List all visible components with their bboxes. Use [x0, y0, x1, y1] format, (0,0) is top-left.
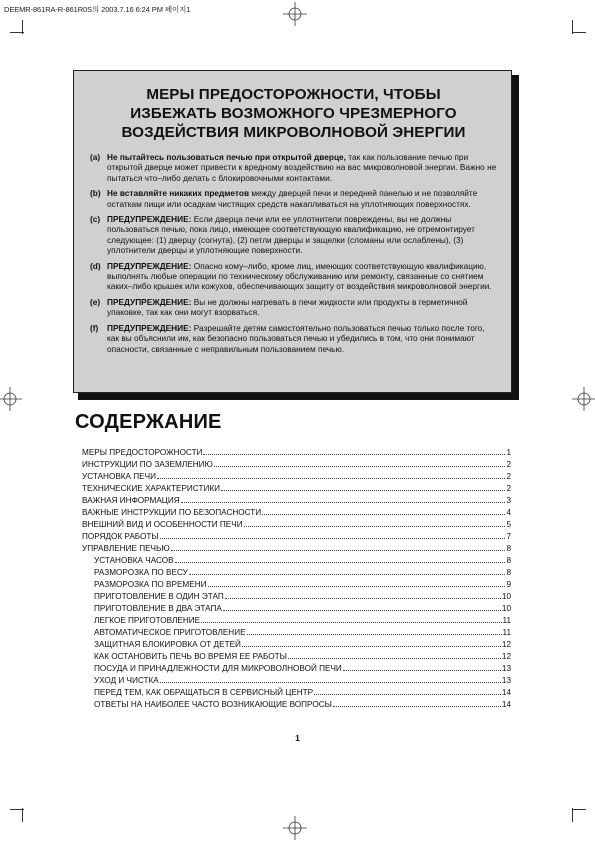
warning-item-text: Вы не должны нагревать в печи жидкости или продукты в герметичной упаковке, так как они могут взорваться. — [107, 296, 468, 318]
toc-entry-page: 13 — [501, 676, 511, 685]
toc-entry-title: УСТАНОВКА ПЕЧИ — [82, 472, 156, 481]
toc-entry[interactable] — [82, 699, 511, 711]
toc-entry-title: КАК ОСТАНОВИТЬ ПЕЧЬ ВО ВРЕМЯ ЕЕ РАБОТЫ — [94, 652, 287, 661]
toc-leader-dots — [314, 687, 501, 695]
toc-leader-dots — [242, 639, 501, 647]
toc-entry[interactable] — [82, 627, 511, 639]
toc-entry[interactable] — [82, 531, 511, 543]
warning-item-label: (d) — [90, 260, 101, 271]
warning-item — [90, 152, 497, 183]
toc-leader-dots — [214, 459, 506, 467]
toc-entry-title: ОТВЕТЫ НА НАИБОЛЕЕ ЧАСТО ВОЗНИКАЮЩИЕ ВОПРОСЫ — [94, 700, 332, 709]
toc-entry-page: 12 — [501, 640, 511, 649]
warning-item-label: (c) — [90, 214, 101, 225]
toc-entry[interactable] — [82, 459, 511, 471]
warning-title — [90, 85, 497, 142]
warning-item — [90, 261, 497, 292]
toc-entry-title: ПЕРЕД ТЕМ, КАК ОБРАЩАТЬСЯ В СЕРВИСНЫЙ ЦЕНТР — [94, 688, 314, 697]
toc-leader-dots — [262, 507, 505, 515]
warning-item-lead: ПРЕДУПРЕЖДЕНИЕ: — [107, 322, 192, 333]
toc-entry-title: ВАЖНАЯ ИНФОРМАЦИЯ — [82, 496, 180, 505]
toc-leader-dots — [288, 651, 501, 659]
warning-item-text: Если дверца печи или ее уплотнители повреждены, вы не должны пользоваться печью, пока лицо, имеющее соответствующую квалификацию, не отремонтирует следующее: (1) дверцу (согнута), (2) петли дверцы и защелки (сломаны или ослаблены), (3) уплотнители дверцы и уплотняющие поверхности. — [107, 214, 475, 256]
warning-item-lead: ПРЕДУПРЕЖДЕНИЕ: — [107, 260, 192, 271]
warning-item — [90, 297, 497, 318]
toc-leader-dots — [160, 531, 506, 539]
warning-item — [90, 214, 497, 256]
toc-entry-page: 8 — [506, 568, 511, 577]
toc-leader-dots — [160, 675, 501, 683]
toc-entry-title: ПОСУДА И ПРИНАДЛЕЖНОСТИ ДЛЯ МИКРОВОЛНОВОЙ ПЕЧИ — [94, 664, 342, 673]
toc-leader-dots — [244, 519, 506, 527]
toc-entry[interactable] — [82, 471, 511, 483]
toc-entry-page: 2 — [506, 460, 511, 469]
toc-entry-title: ВАЖНЫЕ ИНСТРУКЦИИ ПО БЕЗОПАСНОСТИ — [82, 508, 262, 517]
toc-entry-page: 14 — [501, 688, 511, 697]
toc-entry-title: УСТАНОВКА ЧАСОВ — [94, 556, 174, 565]
crop-mark — [22, 808, 23, 822]
toc-leader-dots — [175, 555, 506, 563]
toc-entry-title: УХОД И ЧИСТКА — [94, 676, 159, 685]
page-number: 1 — [295, 733, 300, 743]
toc-entry[interactable] — [82, 663, 511, 675]
toc-title: СОДЕРЖАНИЕ — [75, 411, 222, 433]
toc-entry[interactable] — [82, 555, 511, 567]
toc-entry-title: АВТОМАТИЧЕСКОЕ ПРИГОТОВЛЕНИЕ — [94, 628, 246, 637]
warning-item — [90, 323, 497, 354]
toc-leader-dots — [157, 471, 505, 479]
warning-title-line: МЕРЫ ПРЕДОСТОРОЖНОСТИ, ЧТОБЫ — [146, 86, 441, 103]
toc-entry-page: 11 — [502, 616, 511, 625]
toc-entry[interactable] — [82, 651, 511, 663]
warning-title-line: ВОЗДЕЙСТВИЯ МИКРОВОЛНОВОЙ ЭНЕРГИИ — [121, 124, 466, 141]
toc-entry-page: 1 — [506, 448, 511, 457]
toc-entry-title: РАЗМОРОЗКА ПО ВЕСУ — [94, 568, 188, 577]
toc-list — [82, 447, 511, 711]
toc-leader-dots — [333, 699, 501, 707]
toc-entry-title: ЗАЩИТНАЯ БЛОКИРОВКА ОТ ДЕТЕЙ — [94, 640, 241, 649]
toc-entry-title: РАЗМОРОЗКА ПО ВРЕМЕНИ — [94, 580, 207, 589]
toc-entry-title: ТЕХНИЧЕСКИЕ ХАРАКТЕРИСТИКИ — [82, 484, 220, 493]
toc-entry[interactable] — [82, 519, 511, 531]
warning-item-text: Опасно кому–либо, кроме лиц, имеющих соответствующую квалификацию, выполнять любые операции по техническому обслуживанию или ремонту, связанные со снятием каких–либо крышек или кожухов, обеспечивающих защиту от воздействия микроволновой энергии. — [107, 260, 492, 292]
toc-entry-title: ЛЕГКОЕ ПРИГОТОВЛЕНИЕ — [94, 616, 201, 625]
toc-entry[interactable] — [82, 687, 511, 699]
toc-leader-dots — [221, 483, 505, 491]
warning-item-lead: ПРЕДУПРЕЖДЕНИЕ: — [107, 214, 192, 225]
toc-entry-page: 10 — [501, 604, 511, 613]
toc-leader-dots — [189, 567, 506, 575]
toc-entry[interactable] — [82, 567, 511, 579]
toc-leader-dots — [203, 447, 505, 455]
toc-entry-title: МЕРЫ ПРЕДОСТОРОЖНОСТИ — [82, 448, 203, 457]
toc-entry-page: 10 — [501, 592, 511, 601]
toc-entry-page: 3 — [506, 496, 511, 505]
warning-item-lead: Не вставляйте никаких предметов — [107, 188, 250, 199]
toc-leader-dots — [225, 591, 501, 599]
warning-item-lead: ПРЕДУПРЕЖДЕНИЕ: — [107, 296, 192, 307]
crop-mark — [572, 808, 573, 822]
print-header-strip: DEEMR-861RA-R-861R0S의 2003.7.16 6:24 PM 페이지1 — [4, 5, 191, 14]
toc-entry-page: 12 — [501, 652, 511, 661]
crop-mark — [10, 809, 24, 810]
toc-entry[interactable] — [82, 447, 511, 459]
registration-mark-left-icon — [0, 387, 22, 411]
warning-box — [73, 70, 512, 393]
crop-mark — [572, 32, 586, 33]
toc-entry-page: 14 — [501, 700, 511, 709]
toc-entry-page: 7 — [506, 532, 511, 541]
toc-entry-title: УПРАВЛЕНИЕ ПЕЧЬЮ — [82, 544, 170, 553]
toc-entry-page: 11 — [502, 628, 511, 637]
registration-mark-bottom-icon — [283, 816, 307, 840]
toc-leader-dots — [181, 495, 506, 503]
warning-item-label: (b) — [90, 188, 101, 199]
toc-entry[interactable] — [82, 591, 511, 603]
toc-entry-title: ИНСТРУКЦИИ ПО ЗАЗЕМЛЕНИЮ — [82, 460, 213, 469]
toc-entry-page: 9 — [506, 580, 511, 589]
toc-leader-dots — [247, 627, 502, 635]
toc-entry-title: ПРИГОТОВЛЕНИЕ В ДВА ЭТАПА — [94, 604, 222, 613]
warning-title-line: ИЗБЕЖАТЬ ВОЗМОЖНОГО ЧРЕЗМЕРНОГО — [130, 105, 457, 122]
warning-list — [90, 152, 497, 354]
warning-item-label: (a) — [90, 152, 101, 162]
toc-entry[interactable] — [82, 507, 511, 519]
toc-entry-title: ПРИГОТОВЛЕНИЕ В ОДИН ЭТАП — [94, 592, 224, 601]
toc-entry[interactable] — [82, 483, 511, 495]
toc-leader-dots — [343, 663, 501, 671]
warning-item-lead: Не пытайтесь пользоваться печью при открытой дверце, — [107, 152, 346, 162]
toc-entry[interactable] — [82, 579, 511, 591]
registration-mark-top-icon — [283, 2, 307, 26]
warning-item-text: между дверцей печи и передней панелью и не позволяйте остаткам пищи или осадкам чистящих средств накапливаться на уплотняющих поверхностях. — [107, 188, 478, 209]
toc-leader-dots — [201, 615, 501, 623]
toc-entry-page: 13 — [501, 664, 511, 673]
toc-leader-dots — [171, 543, 506, 551]
toc-entry[interactable] — [82, 603, 511, 615]
warning-item-text: так как пользование печью при открытой дверце может привести к вредному воздействию на вас микроволновой энергии. Важно не пытаться что–либо делать с блокировочными контактами. — [107, 152, 497, 183]
toc-entry-page: 4 — [506, 508, 511, 517]
crop-mark — [572, 809, 586, 810]
toc-entry[interactable] — [82, 495, 511, 507]
warning-item-label: (f) — [90, 322, 99, 333]
toc-entry-page: 8 — [506, 556, 511, 565]
toc-entry[interactable] — [82, 675, 511, 687]
toc-leader-dots — [208, 579, 506, 587]
registration-mark-right-icon — [572, 387, 595, 411]
warning-item-label: (e) — [90, 296, 101, 307]
crop-mark — [10, 32, 24, 33]
toc-entry[interactable] — [82, 543, 511, 555]
toc-entry[interactable] — [82, 639, 511, 651]
toc-entry[interactable] — [82, 615, 511, 627]
toc-entry-title: ВНЕШНИЙ ВИД И ОСОБЕННОСТИ ПЕЧИ — [82, 520, 243, 529]
warning-item-text: Разрешайте детям самостоятельно пользоваться печью только после того, как вы объяснили им, как безопасно пользоваться печью и убедились в том, что они понимают опасности, связанные с неправильным пользованием печью. — [107, 322, 485, 354]
toc-entry-page: 8 — [506, 544, 511, 553]
toc-entry-page: 5 — [506, 520, 511, 529]
warning-item — [90, 188, 497, 209]
toc-entry-page: 2 — [506, 472, 511, 481]
toc-entry-title: ПОРЯДОК РАБОТЫ — [82, 532, 159, 541]
toc-entry-page: 2 — [506, 484, 511, 493]
toc-leader-dots — [223, 603, 501, 611]
